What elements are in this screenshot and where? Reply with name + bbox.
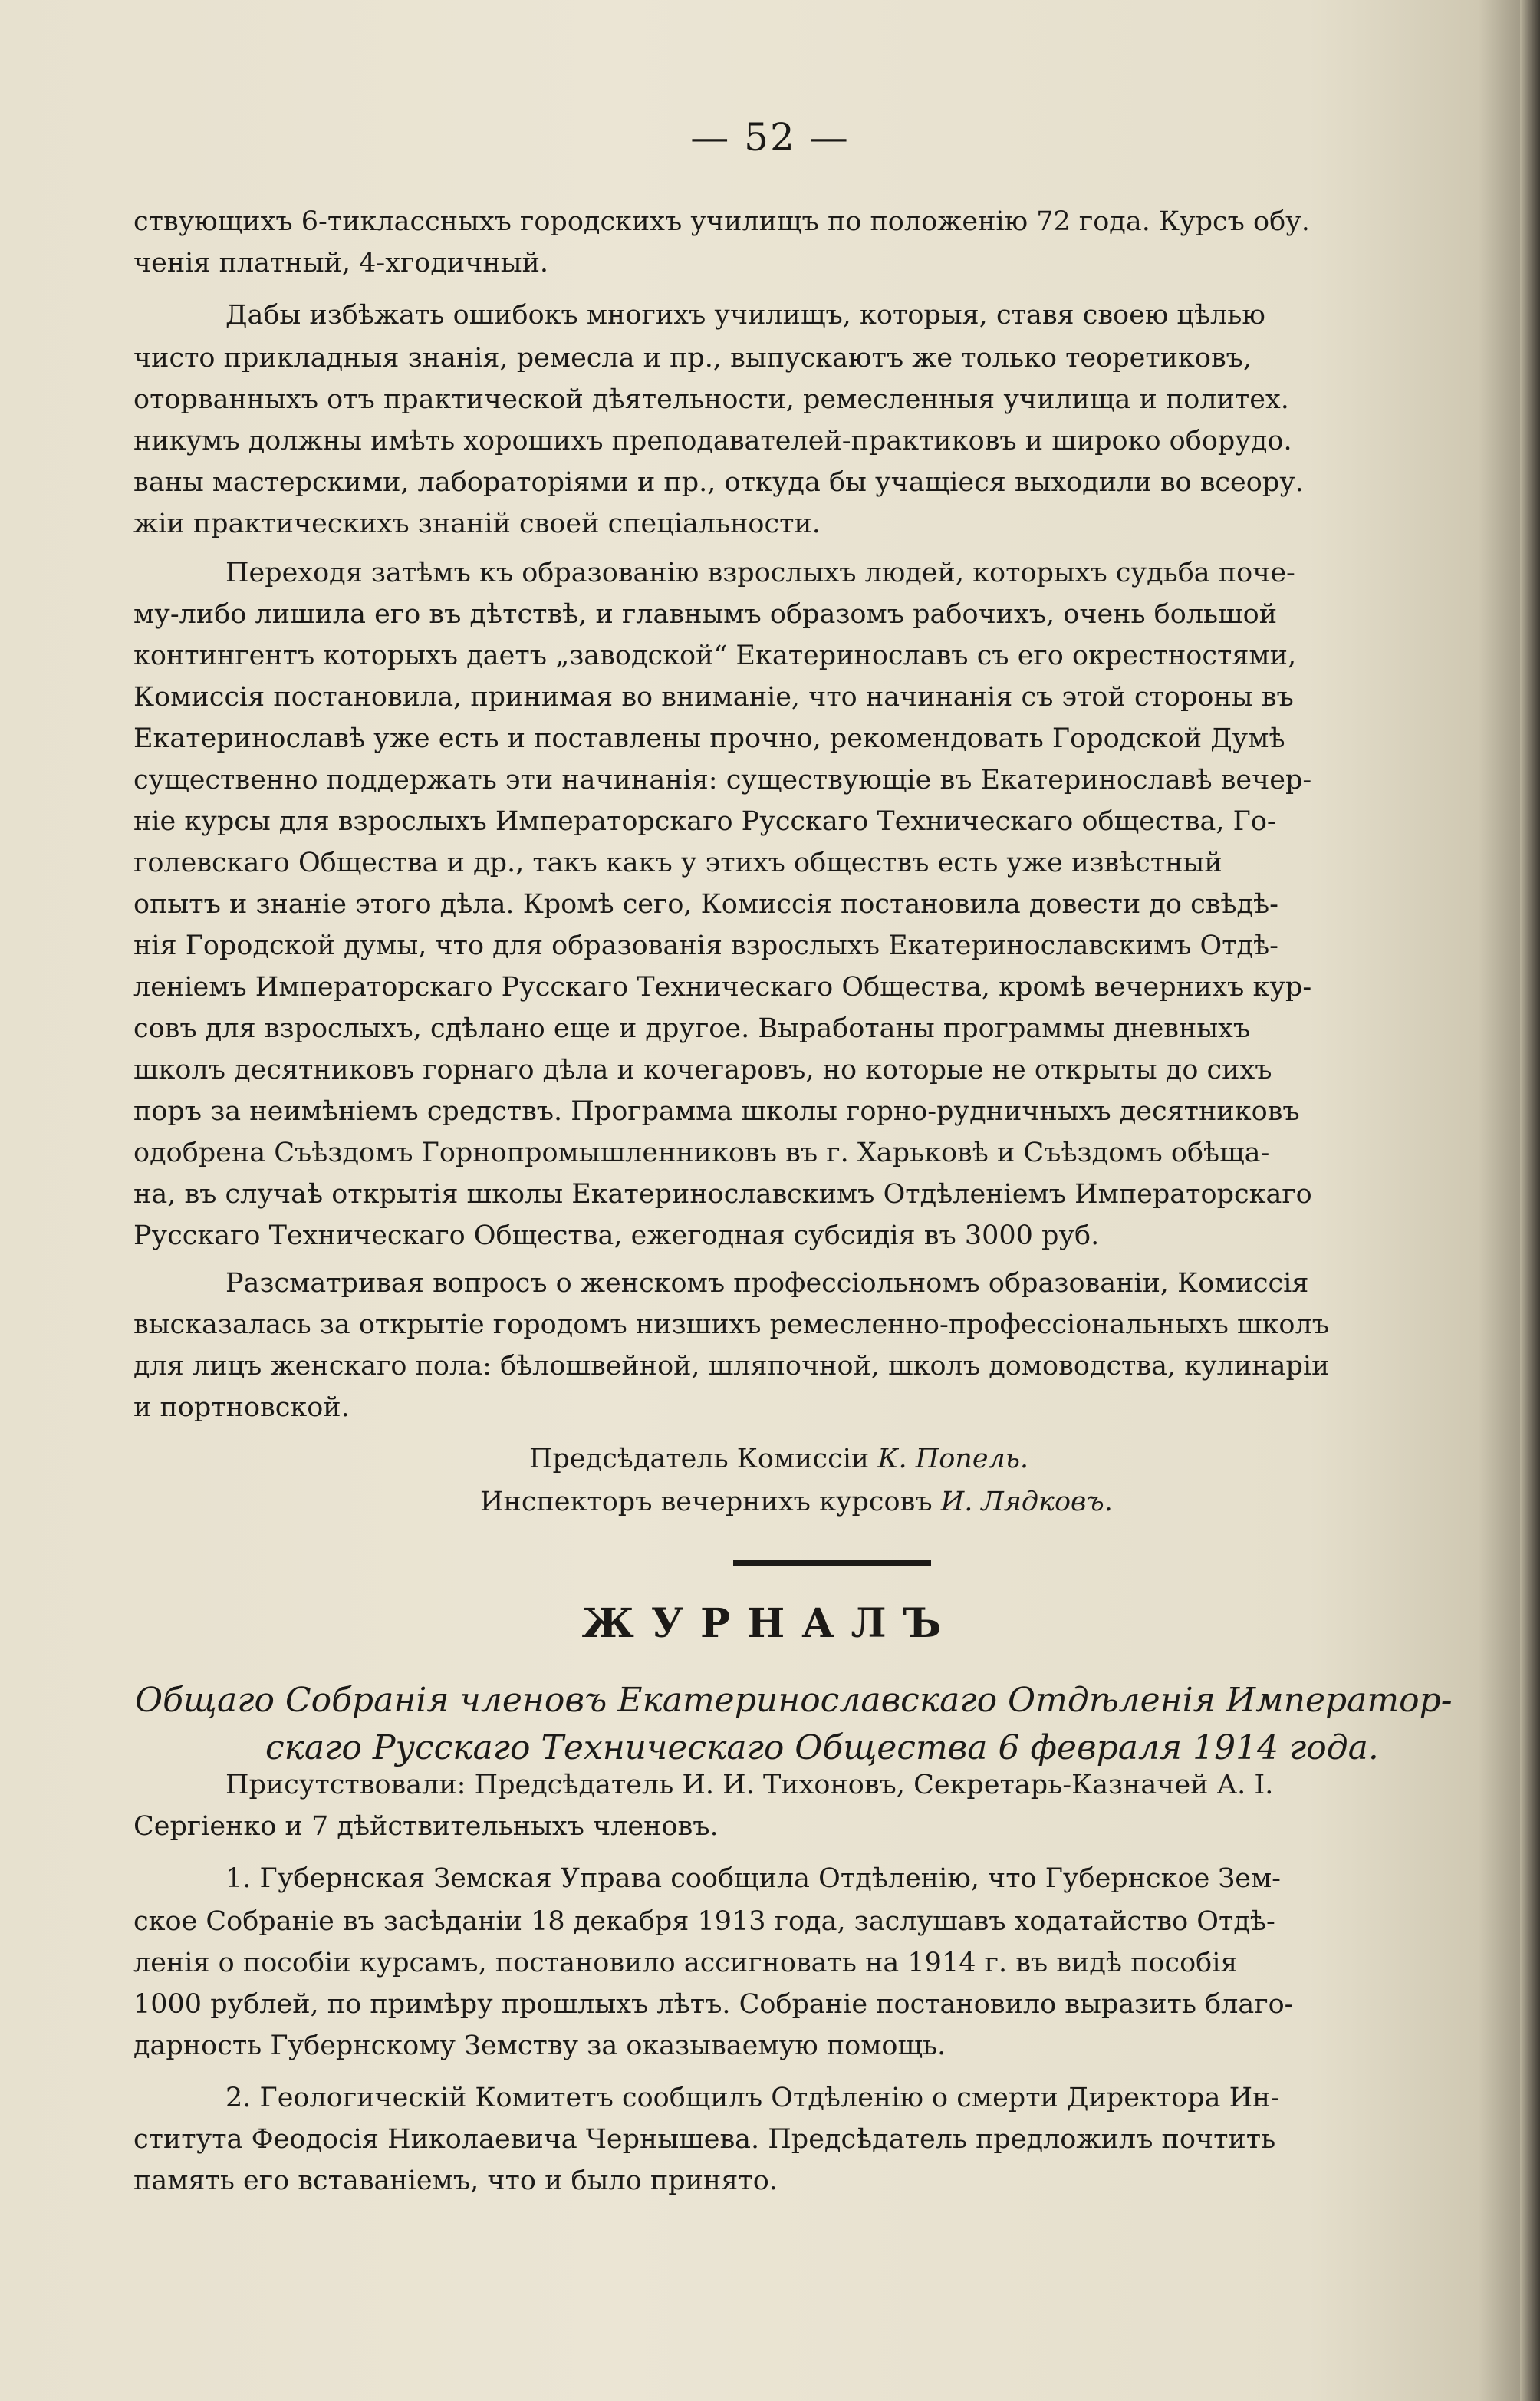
page-number: — 52 — — [690, 115, 850, 160]
text-line: Комиссія постановила, принимая во вниманіе, что начинанія съ этой стороны въ — [133, 682, 1294, 713]
text-line: ніе курсы для взрослыхъ Императорскаго Русскаго Техническаго общества, Го- — [133, 806, 1276, 837]
signature-inspector — [480, 1480, 1113, 1523]
text-line: чисто прикладныя знанія, ремесла и пр., выпускаютъ же только теоретиковъ, — [133, 343, 1252, 374]
text-line: Дабы избѣжать ошибокъ многихъ училищъ, которыя, ставя своею цѣлью — [225, 300, 1265, 331]
text-line: леніемъ Императорскаго Русскаго Техническаго Общества, кромѣ вечернихъ кур- — [133, 972, 1312, 1003]
text-line: опытъ и знаніе этого дѣла. Кромѣ сего, Комиссія постановила довести до свѣдѣ- — [133, 889, 1278, 920]
text-line: поръ за неимѣніемъ средствъ. Программа школы горно-рудничныхъ десятниковъ — [133, 1096, 1300, 1127]
text-line: существенно поддержать эти начинанія: существующіе въ Екатеринославѣ вечер- — [133, 765, 1312, 795]
text-line: школъ десятниковъ горнаго дѣла и кочегаровъ, но которые не открыты до сихъ — [133, 1055, 1272, 1085]
text-line: память его вставаніемъ, что и было принято. — [133, 2166, 778, 2196]
text-line: оторванныхъ отъ практической дѣятельности, ремесленныя училища и политех. — [133, 384, 1289, 415]
text-line: Разсматривая вопросъ о женскомъ професcіольномъ образованіи, Комиссія — [225, 1268, 1309, 1299]
text-line: ствующихъ 6-тиклассныхъ городскихъ училищъ по положенію 72 года. Курсъ обу. — [133, 206, 1310, 237]
text-line: Екатеринославѣ уже есть и поставлены прочно, рекомендовать Городской Думѣ — [133, 723, 1285, 754]
signature-name: И. Лядковъ. — [940, 1487, 1113, 1517]
text-line: Сергіенко и 7 дѣйствительныхъ членовъ. — [133, 1811, 719, 1842]
text-line: и портновской. — [133, 1392, 350, 1423]
text-line: высказалась за открытіе городомъ низшихъ ремесленно-професcіональныхъ школъ — [133, 1309, 1329, 1340]
journal-subtitle-line: скаго Русскаго Техническаго Общества 6 февраля 1914 года. — [265, 1728, 1379, 1767]
page-edge-shadow — [1520, 0, 1540, 2401]
signature-name: К. Попель. — [877, 1444, 1029, 1474]
text-line: му-либо лишила его въ дѣтствѣ, и главнымъ образомъ рабочихъ, очень большой — [133, 599, 1278, 630]
text-line: нія Городской думы, что для образованія взрослыхъ Екатеринославскимъ Отдѣ- — [133, 930, 1279, 961]
text-line: ститута Феодосія Николаевича Чернышева. Предсѣдатель предложилъ почтить — [133, 2124, 1276, 2155]
text-line: ское Собраніе въ засѣданіи 18 декабря 1913 года, заслушавъ ходатайство Отдѣ- — [133, 1906, 1275, 1937]
text-line: Переходя затѣмъ къ образованію взрослыхъ людей, которыхъ судьба поче- — [225, 558, 1295, 588]
text-line: 1. Губернская Земская Управа сообщила Отдѣленію, что Губернское Зем- — [225, 1863, 1281, 1894]
text-line: ваны мастерскими, лабораторіями и пр., откуда бы учащіеся выходили во всеору. — [133, 467, 1304, 498]
journal-title: ЖУРНАЛЪ — [581, 1600, 959, 1647]
text-line: жіи практическихъ знаній своей спеціальности. — [133, 509, 821, 539]
journal-subtitle-line: Общаго Собранія членовъ Екатеринославскаго Отдѣленія Император- — [135, 1681, 1453, 1720]
text-line: на, въ случаѣ открытія школы Екатеринославскимъ Отдѣленіемъ Императорскаго — [133, 1179, 1312, 1210]
signature-title: Предсѣдатель Комиссіи — [529, 1444, 878, 1474]
section-divider — [733, 1560, 931, 1566]
text-line: ленія о пособіи курсамъ, постановило ассигновать на 1914 г. въ видѣ пособія — [133, 1948, 1238, 1978]
text-line: дарность Губернскому Земству за оказываемую помощь. — [133, 2030, 946, 2061]
text-line: для лицъ женскаго пола: бѣлошвейной, шляпочной, школъ домоводства, кулинаріи — [133, 1351, 1330, 1382]
text-line: никумъ должны имѣть хорошихъ преподавателей-практиковъ и широко оборудо. — [133, 426, 1292, 456]
signature-chairman — [529, 1438, 1028, 1480]
signature-title: Инспекторъ вечернихъ курсовъ — [480, 1487, 941, 1517]
text-line: одобрена Съѣздомъ Горнопромышленниковъ въ г. Харьковѣ и Съѣздомъ обѣща- — [133, 1138, 1270, 1168]
text-line: совъ для взрослыхъ, сдѣлано еще и другое. Выработаны программы дневныхъ — [133, 1013, 1251, 1044]
text-line: 2. Геологическій Комитетъ сообщилъ Отдѣленію о смерти Директора Ин- — [225, 2083, 1280, 2113]
text-line: Русскаго Техническаго Общества, ежегодная субсидія въ 3000 руб. — [133, 1220, 1100, 1251]
text-line: ченія платный, 4-хгодичный. — [133, 248, 549, 278]
text-line: контингентъ которыхъ даетъ „заводской“ Екатеринославъ съ его окрестностями, — [133, 641, 1297, 671]
text-line: 1000 рублей, по примѣру прошлыхъ лѣтъ. Собраніе постановило выразить благо- — [133, 1989, 1294, 2020]
text-line: Присутствовали: Предсѣдатель И. И. Тихоновъ, Секретарь-Казначей А. І. — [225, 1770, 1274, 1800]
text-line: голевскаго Общества и др., такъ какъ у этихъ обществъ есть уже извѣстный — [133, 848, 1222, 878]
